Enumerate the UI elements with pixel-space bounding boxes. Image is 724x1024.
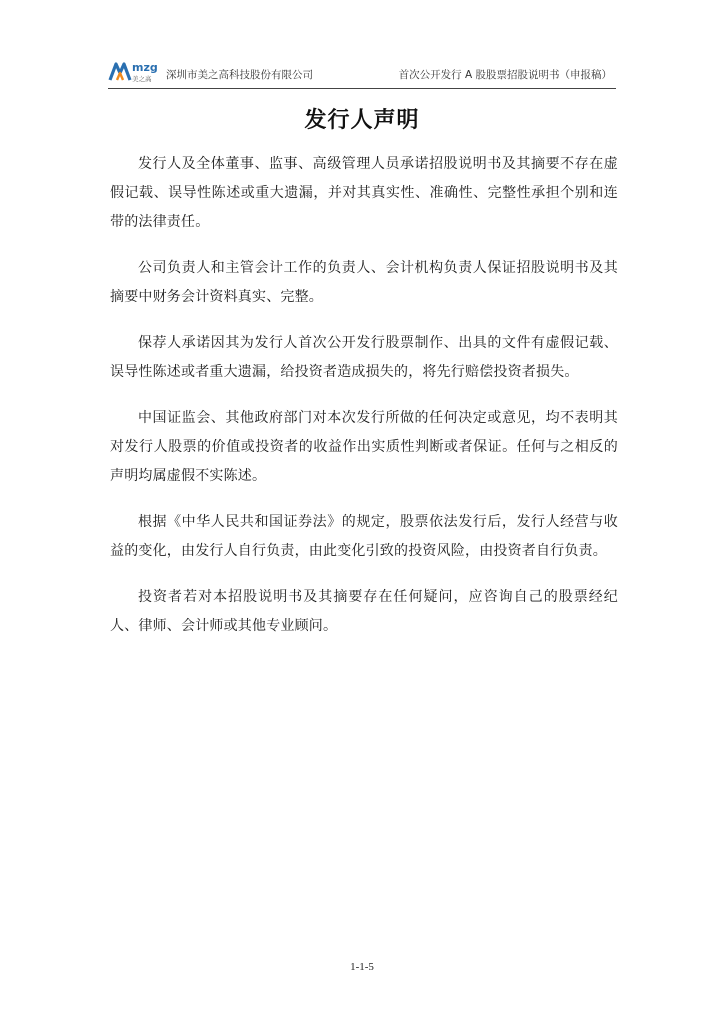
paragraph: 发行人及全体董事、监事、高级管理人员承诺招股说明书及其摘要不存在虚假记载、误导性陈述或重大遗漏，并对其真实性、准确性、完整性承担个别和连带的法律责任。 (110, 156, 618, 230)
paragraph: 投资者若对本招股说明书及其摘要存在任何疑问，应咨询自己的股票经纪人、律师、会计师或其他专业顾问。 (110, 589, 618, 634)
company-name: 深圳市美之高科技股份有限公司 (166, 69, 313, 81)
page-number: 1-1-5 (350, 961, 374, 973)
paragraph: 根据《中华人民共和国证券法》的规定，股票依法发行后，发行人经营与收益的变化，由发行人自行负责，由此变化引致的投资风险，由投资者自行负责。 (110, 514, 618, 559)
document-title: 首次公开发行 A 股股票招股说明书（申报稿） (398, 69, 612, 81)
paragraph: 公司负责人和主管会计工作的负责人、会计机构负责人保证招股说明书及其摘要中财务会计资料真实、完整。 (110, 260, 618, 305)
company-logo (108, 58, 170, 84)
paragraph: 中国证监会、其他政府部门对本次发行所做的任何决定或意见，均不表明其对发行人股票的价值或投资者的收益作出实质性判断或者保证。任何与之相反的声明均属虚假不实陈述。 (110, 410, 618, 484)
paragraph: 保荐人承诺因其为发行人首次公开发行股票制作、出具的文件有虚假记载、误导性陈述或者重大遗漏，给投资者造成损失的，将先行赔偿投资者损失。 (110, 335, 618, 380)
page-header (108, 56, 616, 89)
page-title: 发行人声明 (304, 108, 420, 133)
statement-body (110, 150, 618, 658)
logo-subtext: 美之高 (132, 75, 152, 83)
logo-wordmark: mzg (132, 61, 158, 74)
